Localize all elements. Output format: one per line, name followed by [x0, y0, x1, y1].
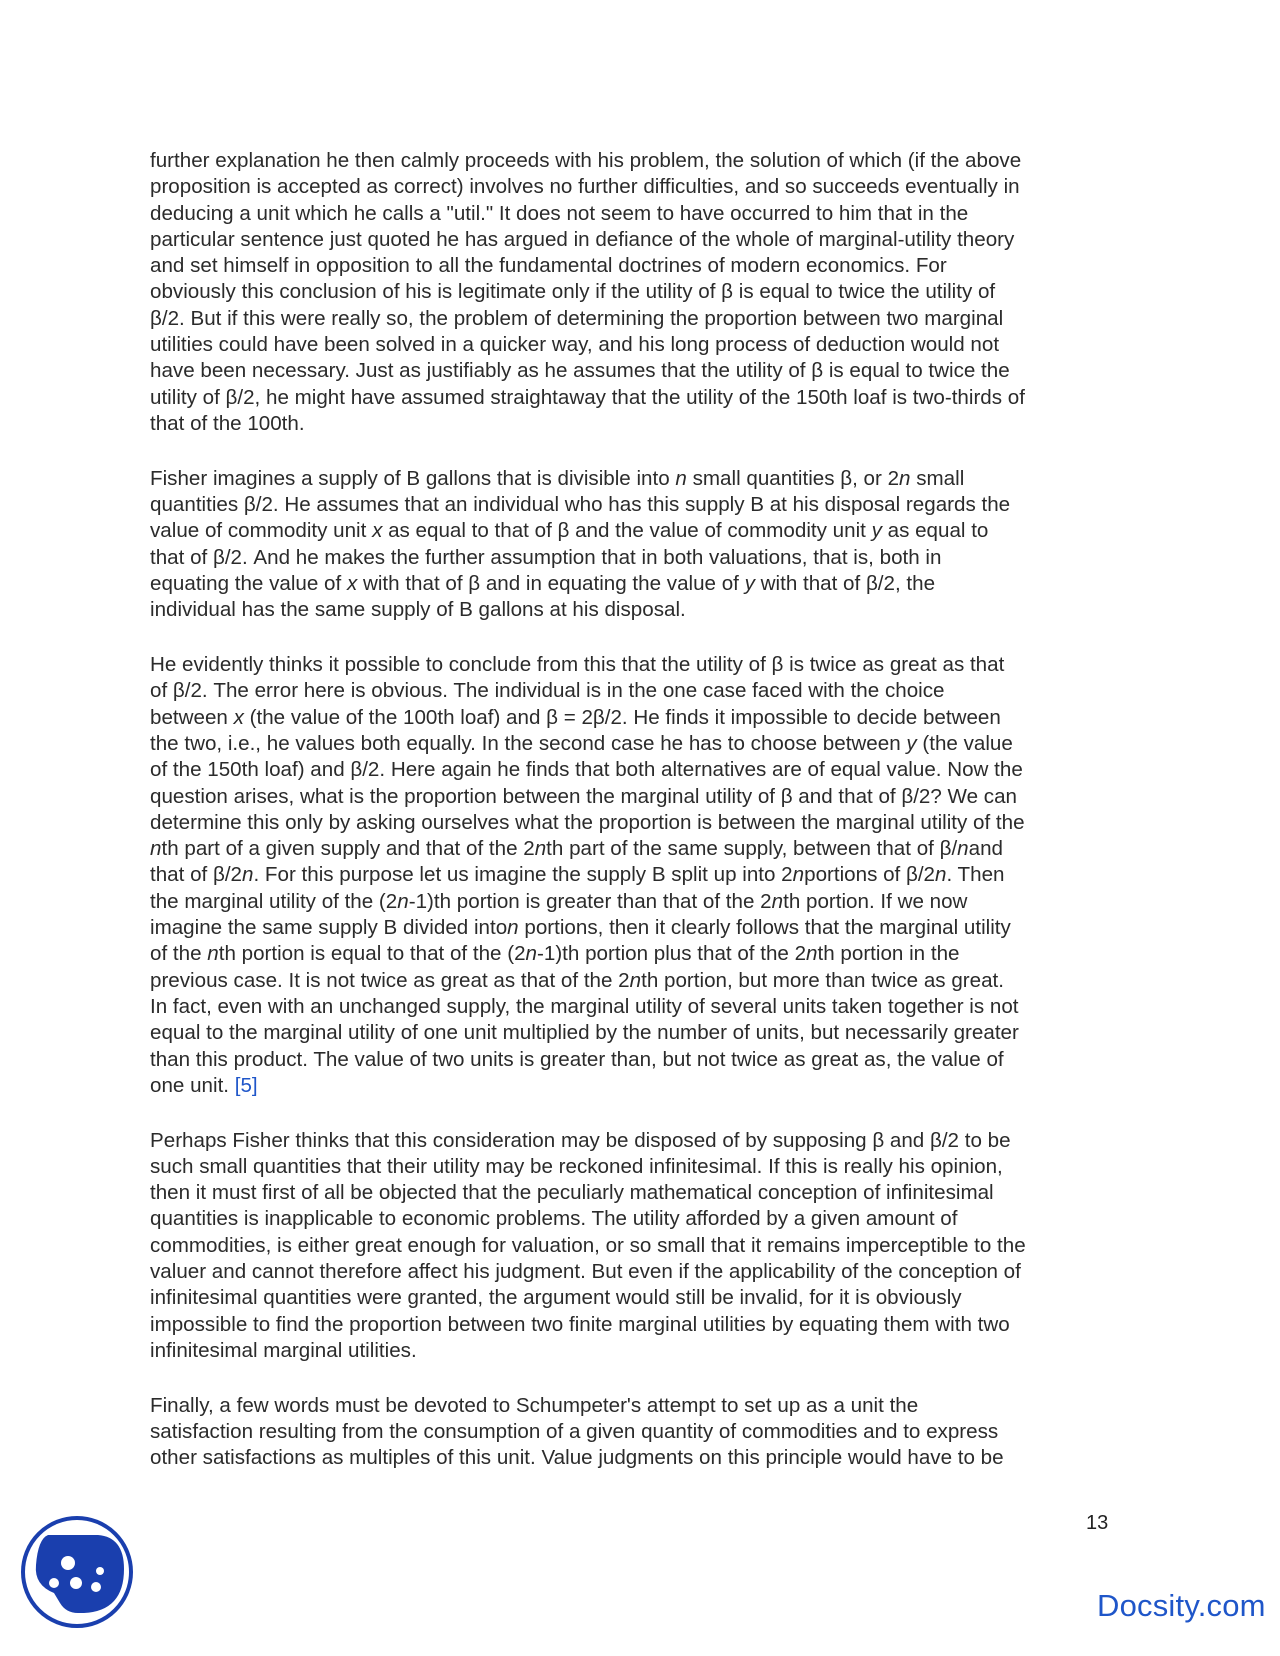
- text-line: infinitesimal marginal utilities.: [150, 1338, 417, 1362]
- text-line: Perhaps Fisher thinks that this consideration may be disposed of by supposing β and β/2 to be: [150, 1128, 1011, 1152]
- text-line: equal to the marginal utility of one unit multiplied by the number of units, but necessarily greater: [150, 1021, 1019, 1045]
- italic-variable: n: [935, 863, 947, 887]
- text-line: He evidently thinks it possible to conclude from this that the utility of β is twice as great as that: [150, 653, 1005, 677]
- text-line: between x (the value of the 100th loaf) and β = 2β/2. He finds it impossible to decide between: [150, 705, 1001, 729]
- text-line: quantities is inapplicable to economic problems. The utility afforded by a given amount of: [150, 1207, 958, 1231]
- italic-variable: y: [744, 571, 755, 595]
- text-line: of the 150th loaf) and β/2. Here again he finds that both alternatives are of equal value. Now the: [150, 758, 1023, 782]
- italic-variable: n: [507, 916, 519, 940]
- text-line: that of the 100th.: [150, 411, 305, 435]
- paragraph: [150, 148, 1140, 437]
- text-line: such small quantities that their utility may be reckoned infinitesimal. If this is really his opinion,: [150, 1154, 1003, 1178]
- paragraph: [150, 1128, 1140, 1365]
- text-line: determine this only by asking ourselves what the proportion is between the marginal utility of the: [150, 810, 1025, 834]
- text-line: commodities, is either great enough for valuation, or so small that it remains imperceptible to the: [150, 1233, 1026, 1257]
- text-line: particular sentence just quoted he has argued in defiance of the whole of marginal-utility theory: [150, 227, 1015, 251]
- text-line: obviously this conclusion of his is legitimate only if the utility of β is equal to twice the utility of: [150, 280, 996, 304]
- docsity-brand-link[interactable]: Docsity.com: [1097, 1588, 1266, 1623]
- italic-variable: n: [397, 889, 409, 913]
- text-line: valuer and cannot therefore affect his judgment. But even if the applicability of the conception of: [150, 1260, 1021, 1284]
- text-line: utilities could have been solved in a quicker way, and his long process of deduction would not: [150, 333, 1000, 357]
- text-line: imagine the same supply B divided inton portions, then it clearly follows that the marginal utility: [150, 916, 1011, 940]
- page-number: 13: [1086, 1512, 1109, 1534]
- italic-variable: n: [150, 837, 162, 861]
- text-line: quantities β/2. He assumes that an individual who has this supply B at his disposal regards the: [150, 493, 1011, 517]
- italic-variable: n: [957, 837, 969, 861]
- text-line: question arises, what is the proportion between the marginal utility of β and that of β/2? We can: [150, 784, 1017, 808]
- text-line: other satisfactions as multiples of this unit. Value judgments on this principle would have to be: [150, 1446, 1004, 1470]
- italic-variable: n: [899, 466, 911, 490]
- italic-variable: n: [534, 837, 547, 861]
- italic-variable: x: [346, 571, 358, 595]
- text-line: satisfaction resulting from the consumption of a given quantity of commodities and to express: [150, 1420, 999, 1444]
- italic-variable: n: [629, 968, 642, 992]
- text-line: Fisher imagines a supply of B gallons that is divisible into n small quantities β, or 2n small: [150, 466, 965, 490]
- italic-variable: n: [771, 889, 784, 913]
- text-line: one unit. [5]: [150, 1073, 258, 1097]
- text-line: then it must first of all be objected that the peculiarly mathematical conception of infinitesimal: [150, 1181, 994, 1205]
- text-line: proposition is accepted as correct) involves no further difficulties, and so succeeds eventually in: [150, 175, 1020, 199]
- text-line: deducing a unit which he calls a "util." It does not seem to have occurred to him that in the: [150, 201, 969, 225]
- italic-variable: x: [233, 705, 244, 729]
- text-line: of β/2. The error here is obvious. The individual is in the one case faced with the choice: [150, 679, 945, 703]
- text-line: and set himself in opposition to all the fundamental doctrines of modern economics. For: [150, 254, 947, 278]
- text-line: impossible to find the proportion between two finite marginal utilities by equating them with two: [150, 1312, 1010, 1336]
- italic-variable: n: [242, 863, 254, 887]
- italic-variable: n: [525, 942, 538, 966]
- italic-variable: x: [372, 519, 383, 543]
- text-line: infinitesimal quantities were granted, the argument would still be invalid, for it is obviously: [150, 1286, 962, 1310]
- text-line: individual has the same supply of B gallons at his disposal.: [150, 598, 686, 622]
- text-line: the marginal utility of the (2n-1)th portion is greater than that of the 2nth portion. If we now: [150, 889, 968, 913]
- text-line: Finally, a few words must be devoted to Schumpeter's attempt to set up as a unit the: [150, 1393, 919, 1417]
- text-line: the two, i.e., he values both equally. In the second case he has to choose between y (the value: [150, 731, 1013, 755]
- paragraph: [150, 652, 1140, 1099]
- paragraph: [150, 1393, 1140, 1472]
- text-line: have been necessary. Just as justifiably as he assumes that the utility of β is equal to twice the: [150, 359, 1010, 383]
- text-line: β/2. But if this were really so, the problem of determining the proportion between two marginal: [150, 306, 1004, 330]
- text-line: nth part of a given supply and that of the 2nth part of the same supply, between that of β/nand: [150, 837, 1004, 861]
- text-line: utility of β/2, he might have assumed straightaway that the utility of the 150th loaf is two-thirds of: [150, 385, 1025, 409]
- text-line: than this product. The value of two units is greater than, but not twice as great as, the value of: [150, 1047, 1004, 1071]
- italic-variable: y: [871, 519, 882, 543]
- text-line: further explanation he then calmly proceeds with his problem, the solution of which (if the above: [150, 149, 1022, 172]
- text-line: equating the value of x with that of β and in equating the value of y with that of β/2, the: [150, 571, 936, 595]
- footnote-link[interactable]: [5]: [234, 1073, 258, 1097]
- text-line: of the nth portion is equal to that of the (2n-1)th portion plus that of the 2nth portion in the: [150, 942, 960, 966]
- docsity-logo-icon[interactable]: [20, 1515, 134, 1629]
- italic-variable: n: [806, 942, 818, 966]
- italic-variable: y: [906, 731, 917, 755]
- italic-variable: n: [207, 942, 219, 966]
- text-line: value of commodity unit x as equal to that of β and the value of commodity unit y as equal to: [150, 519, 989, 543]
- text-line: that of β/2. And he makes the further assumption that in both valuations, that is, both in: [150, 545, 942, 569]
- document-body: [150, 148, 1140, 1500]
- italic-variable: n: [675, 466, 687, 490]
- italic-variable: n: [792, 863, 805, 887]
- text-line: that of β/2n. For this purpose let us imagine the supply B split up into 2nportions of β/2n. Then: [150, 863, 1005, 887]
- paragraph: [150, 466, 1140, 624]
- text-line: previous case. It is not twice as great as that of the 2nth portion, but more than twice as great.: [150, 968, 1004, 992]
- text-line: In fact, even with an unchanged supply, the marginal utility of several units taken together is not: [150, 994, 1019, 1018]
